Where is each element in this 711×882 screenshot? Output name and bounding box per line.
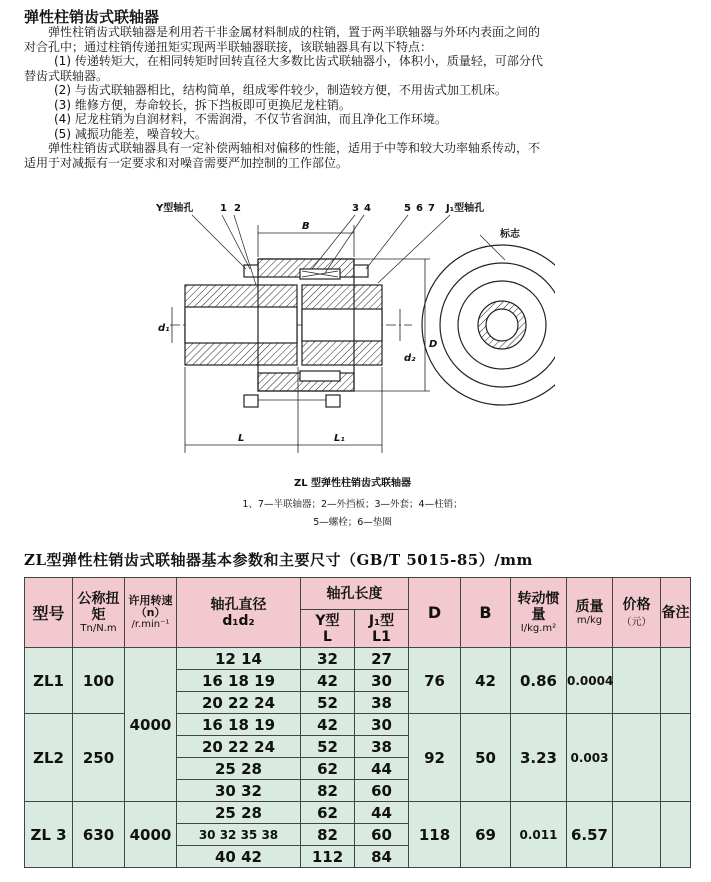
feature-5: (5) 减振功能差，噪音较大。 [54, 126, 207, 141]
zl2-torque: 250 [73, 714, 125, 802]
zl1-L-3: 52 [301, 692, 355, 714]
zl2-mass: 0.003 [567, 714, 613, 802]
zl3-L1-1: 44 [355, 802, 409, 824]
zl3-torque: 630 [73, 802, 125, 868]
feature-2: (2) 与齿式联轴器相比，结构简单，组成零件较少，制造较方便，不用齿式加工机床。 [54, 83, 507, 97]
header-B: B [461, 578, 511, 648]
zl1-inertia: 0.86 [511, 648, 567, 714]
header-y-type [301, 610, 355, 648]
zl3-L1-2: 60 [355, 824, 409, 846]
zl3-inertia: 0.011 [511, 802, 567, 868]
zl3-L-1: 62 [301, 802, 355, 824]
header-bore [177, 578, 301, 648]
zl2-L-1: 42 [301, 714, 355, 736]
parts-list-line-2: 5—螺栓；6—垫圈 [313, 517, 392, 528]
header-torque [73, 578, 125, 648]
zl2-B: 50 [461, 714, 511, 802]
header-price [613, 578, 661, 648]
header-price-label: 价格 [622, 597, 651, 613]
label-dim-B: B [302, 221, 310, 232]
header-inertia-unit: I/kg.m² [520, 623, 557, 634]
intro-para-1: 弹性柱销齿式联轴器是利用若干非金属材料制成的柱销，置于两半联轴器与外环内表面之间的 [48, 25, 541, 39]
zl2-note [661, 714, 691, 802]
intro-para-2-cont: 适用于对减振有一定要求和对噪音需要严加控制的工作部位。 [24, 155, 349, 170]
bolt-bottom-left [244, 395, 258, 407]
parts-list-line-1: 1、7—半联轴器；2—外挡板；3—外套；4—柱销； [242, 499, 463, 510]
label-dim-d1: d₁ [158, 323, 170, 334]
header-inertia [511, 578, 567, 648]
label-part-2: 2 [234, 203, 241, 214]
zl2-L1-3: 44 [355, 758, 409, 780]
zl2-L1-4: 60 [355, 780, 409, 802]
zl3-bore-1: 25 28 [177, 802, 301, 824]
feature-3: (3) 维修方便，寿命较长，拆下挡板即可更换尼龙柱销。 [54, 97, 351, 112]
header-j-type [355, 610, 409, 648]
zl2-L1-2: 38 [355, 736, 409, 758]
label-dim-L1: L₁ [334, 433, 345, 444]
label-dim-D: D [429, 339, 438, 350]
zl3-bore-2: 30 32 35 38 [177, 824, 301, 846]
figure-caption: ZL 型弹性柱销齿式联轴器 [293, 478, 412, 489]
label-j-hole: J₁型轴孔 [446, 203, 485, 214]
zl1-L-1: 32 [301, 648, 355, 670]
feature-1: (1) 传递转矩大，在相同转矩时回转直径大多数比齿式联轴器小，体积小，质量轻，可部分代 [54, 54, 543, 68]
header-speed [125, 578, 177, 648]
nylon-pin-bottom [300, 371, 340, 381]
zl3-D: 118 [409, 802, 461, 868]
spec-table [24, 577, 691, 868]
header-bore-label: 轴孔直径 [210, 596, 267, 613]
feature-4: (4) 尼龙柱销为自润材料，不需润滑，不仅节省润油，而且净化工作环境。 [54, 112, 447, 126]
intro-para-2: 弹性柱销齿式联轴器具有一定补偿两轴相对偏移的性能，适用于中等和较大功率轴系传动，不 [48, 141, 541, 155]
zl1-L1-2: 30 [355, 670, 409, 692]
label-y-hole: Y型轴孔 [156, 203, 194, 214]
doc-title: 弹性柱销齿式联轴器 [24, 8, 160, 26]
zl2-bore-2: 20 22 24 [177, 736, 301, 758]
zl2-D: 92 [409, 714, 461, 802]
zl1-L1-3: 38 [355, 692, 409, 714]
zl2-L-4: 82 [301, 780, 355, 802]
zl3-note [661, 802, 691, 868]
label-mark: 标志 [500, 229, 520, 240]
label-part-4: 4 [364, 203, 371, 214]
zl1-torque: 100 [73, 648, 125, 714]
zl2-model: ZL2 [25, 714, 73, 802]
zl1-D: 76 [409, 648, 461, 714]
zl3-model: ZL 3 [25, 802, 73, 868]
label-dim-d2: d₂ [404, 353, 416, 364]
header-inertia-label: 转动惯量 [517, 591, 560, 623]
zl3-L1-3: 84 [355, 846, 409, 868]
header-L1: L1 [372, 628, 391, 645]
feature-1-cont: 替齿式联轴器。 [24, 68, 109, 83]
header-note: 备注 [661, 578, 691, 648]
zl1-bore-1: 12 14 [177, 648, 301, 670]
zl2-L-3: 62 [301, 758, 355, 780]
zl1-L-2: 42 [301, 670, 355, 692]
zl1-mass: 0.0004 [567, 648, 613, 714]
zl1-model: ZL1 [25, 648, 73, 714]
header-speed-unit: /r.min⁻¹ [131, 619, 170, 630]
label-part-3: 3 [352, 203, 359, 214]
bolt-bottom-right [326, 395, 340, 407]
zl3-bore-3: 40 42 [177, 846, 301, 868]
zl1-B: 42 [461, 648, 511, 714]
label-part-6: 6 [416, 203, 423, 214]
zl1-bore-2: 16 18 19 [177, 670, 301, 692]
header-j-type-label: J₁型 [368, 612, 395, 629]
zl2-price [613, 714, 661, 802]
zl2-inertia: 3.23 [511, 714, 567, 802]
header-model: 型号 [25, 578, 73, 648]
table-title: ZL型弹性柱销齿式联轴器基本参数和主要尺寸（GB/T 5015-85）/mm [24, 551, 533, 569]
coupling-drawing [150, 195, 555, 470]
label-dim-L: L [238, 433, 245, 444]
header-bore-sub: d₁d₂ [222, 612, 255, 629]
zl2-bore-3: 25 28 [177, 758, 301, 780]
header-mass [567, 578, 613, 648]
header-L: L [323, 628, 332, 645]
header-length: 轴孔长度 [301, 578, 409, 610]
header-price-unit: （元） [621, 617, 652, 628]
zl3-price [613, 802, 661, 868]
header-torque-label: 公称扭矩 [77, 591, 120, 623]
intro-line-2: 对合孔中；通过柱销传递扭矩实现两半联轴器联接，该联轴器具有以下特点： [24, 39, 433, 54]
bolt-top-left [244, 265, 258, 277]
header-mass-label: 质量 [575, 599, 604, 615]
label-part-5: 5 [404, 203, 411, 214]
zl3-L-3: 112 [301, 846, 355, 868]
zl1-note [661, 648, 691, 714]
zl1-L1-1: 27 [355, 648, 409, 670]
label-part-7: 7 [428, 203, 435, 214]
speed-shared: 4000 [125, 648, 177, 802]
header-y-type-label: Y型 [315, 612, 340, 629]
header-speed-label: 许用转速（n） [128, 594, 173, 619]
header-mass-unit: m/kg [576, 615, 603, 626]
intro-text [24, 25, 698, 170]
header-D: D [409, 578, 461, 648]
zl2-L-2: 52 [301, 736, 355, 758]
label-part-1: 1 [220, 203, 227, 214]
zl3-L-2: 82 [301, 824, 355, 846]
end-view [422, 245, 555, 405]
zl2-L1-1: 30 [355, 714, 409, 736]
header-torque-unit: Tn/N.m [80, 623, 117, 634]
zl3-speed: 4000 [125, 802, 177, 868]
bolt-top-right [354, 265, 368, 277]
zl3-B: 69 [461, 802, 511, 868]
zl3-mass: 6.57 [567, 802, 613, 868]
zl2-bore-1: 16 18 19 [177, 714, 301, 736]
zl2-bore-4: 30 32 [177, 780, 301, 802]
spec-table-wrap [24, 577, 690, 868]
zl1-bore-3: 20 22 24 [177, 692, 301, 714]
zl1-price [613, 648, 661, 714]
